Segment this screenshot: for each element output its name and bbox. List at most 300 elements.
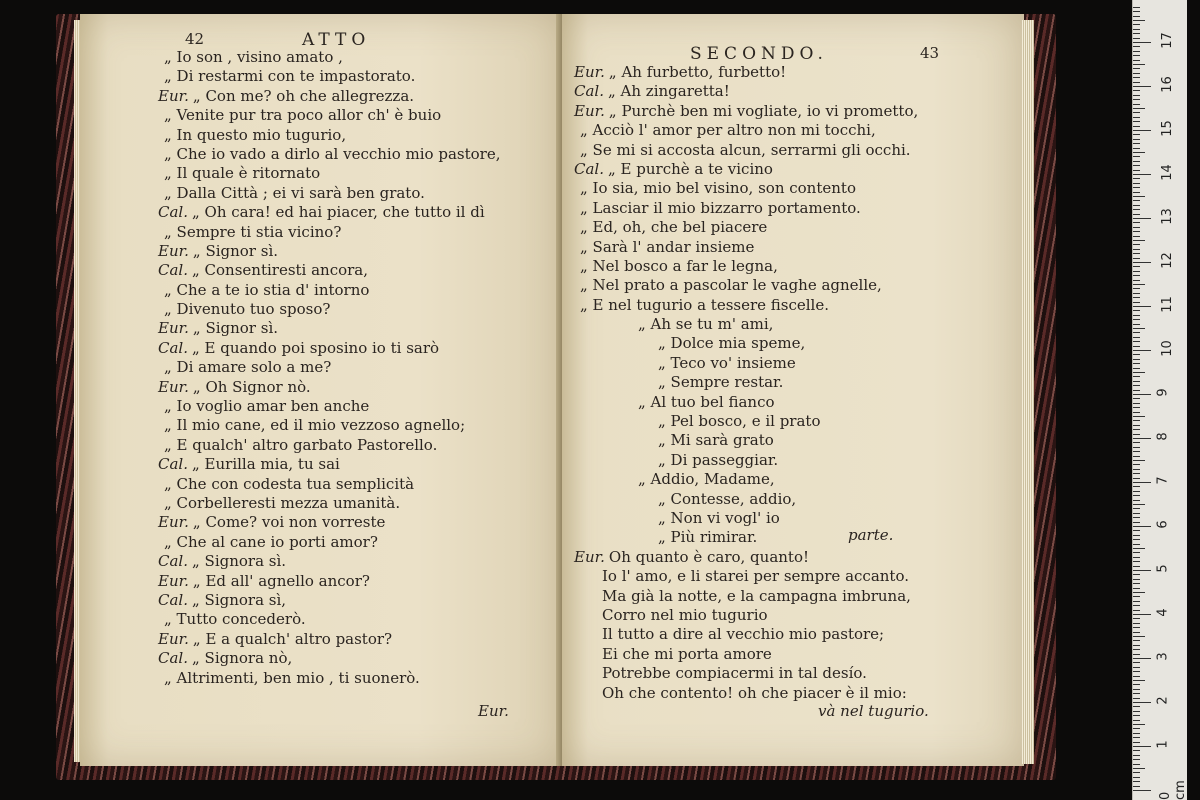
ruler-tick: [1133, 442, 1140, 443]
ruler-tick: [1133, 275, 1140, 276]
ruler-label: 11: [1159, 296, 1175, 313]
text-line: [574, 276, 918, 295]
ruler-label: 7: [1155, 476, 1171, 485]
ruler-tick: [1133, 82, 1140, 83]
ruler-tick: [1133, 192, 1140, 193]
right-running-header: SECONDO.: [690, 44, 828, 64]
ruler-tick: [1133, 77, 1140, 78]
line-text: „ Ah furbetto, furbetto!: [608, 63, 787, 81]
ruler-tick: [1133, 539, 1140, 540]
line-text: „ Venite pur tra poco allor ch' è buio: [164, 106, 442, 125]
line-text: „ Acciò l' amor per altro non mi tocchi,: [580, 121, 876, 140]
ruler-tick: [1133, 658, 1151, 659]
ruler-tick: [1133, 38, 1140, 39]
text-line: [158, 164, 500, 183]
ruler-tick: [1133, 486, 1140, 487]
text-line: [574, 393, 918, 412]
ruler-tick: [1133, 218, 1151, 219]
ruler-tick: [1133, 755, 1140, 756]
text-line: [158, 126, 500, 145]
text-line: [158, 649, 500, 668]
left-page-text: [158, 48, 500, 688]
speaker-label: Cal.: [158, 455, 188, 474]
ruler-tick: [1133, 156, 1140, 157]
ruler-tick: [1133, 412, 1140, 413]
ruler-tick: [1133, 11, 1140, 12]
ruler-tick: [1133, 574, 1140, 575]
ruler-tick: [1133, 500, 1140, 501]
ruler-tick: [1133, 456, 1140, 457]
ruler-tick: [1133, 667, 1140, 668]
text-line: [574, 315, 918, 334]
ruler-tick: [1133, 676, 1140, 677]
line-text: Potrebbe compiacermi in tal desío.: [602, 664, 867, 683]
ruler-tick: [1133, 605, 1140, 606]
ruler-tick: [1133, 478, 1140, 479]
text-line: [158, 533, 500, 552]
ruler-tick: [1133, 46, 1140, 47]
ruler-tick: [1133, 618, 1140, 619]
ruler-tick: [1133, 130, 1151, 131]
ruler-tick: [1133, 706, 1140, 707]
speaker-label: Eur.: [158, 86, 189, 105]
text-line: [158, 669, 500, 688]
line-text: „ Divenuto tuo sposo?: [164, 300, 331, 319]
ruler-tick: [1133, 148, 1140, 149]
ruler-tick: [1133, 253, 1140, 254]
ruler-tick: [1133, 293, 1140, 294]
right-page-number: 43: [920, 44, 940, 62]
line-text: „ Che io vado a dirlo al vecchio mio pastore,: [164, 144, 501, 163]
line-text: „ Ed, oh, che bel piacere: [580, 218, 768, 237]
ruler-tick: [1133, 112, 1140, 113]
ruler-tick: [1133, 429, 1140, 430]
speaker-label: Cal.: [158, 203, 188, 222]
text-line: [574, 141, 918, 160]
line-text: Ei che mi porta amore: [602, 644, 772, 663]
ruler-tick: [1133, 645, 1140, 646]
text-line: [574, 412, 918, 431]
ruler-tick: [1133, 689, 1140, 690]
speaker-label: Eur.: [158, 377, 189, 396]
ruler-tick: [1133, 24, 1140, 25]
ruler-label: 15: [1159, 120, 1175, 137]
text-line: [574, 490, 918, 509]
ruler-tick: [1133, 627, 1140, 628]
ruler-tick: [1133, 205, 1140, 206]
ruler-tick: [1133, 728, 1140, 729]
ruler-tick: [1133, 601, 1140, 602]
ruler-tick: [1133, 750, 1140, 751]
speaker-label: Cal.: [158, 649, 188, 668]
ruler-tick: [1133, 592, 1145, 593]
ruler-tick: [1133, 33, 1140, 34]
ruler-tick: [1133, 385, 1140, 386]
ruler-tick: [1133, 310, 1140, 311]
text-line: [158, 610, 500, 629]
ruler-tick: [1133, 337, 1140, 338]
ruler-tick: [1133, 548, 1145, 549]
ruler-label: 9: [1155, 388, 1171, 397]
text-line: [574, 354, 918, 373]
ruler-tick: [1133, 671, 1140, 672]
ruler-tick: [1133, 513, 1140, 514]
ruler-label: 16: [1159, 76, 1175, 93]
ruler-tick: [1133, 121, 1140, 122]
speaker-label: Eur.: [158, 571, 189, 590]
ruler-tick: [1133, 460, 1145, 461]
ruler-label: 2: [1155, 696, 1171, 705]
ruler-label: 10: [1159, 340, 1175, 357]
ruler-tick: [1133, 178, 1140, 179]
ruler-tick: [1133, 777, 1140, 778]
ruler-tick: [1133, 200, 1140, 201]
text-line: [158, 261, 500, 280]
ruler-tick: [1133, 447, 1140, 448]
ruler-tick: [1133, 614, 1151, 615]
ruler-tick: [1133, 495, 1140, 496]
line-text: „ Che a te io stia d' intorno: [164, 280, 370, 299]
text-line: [158, 416, 500, 435]
ruler-tick: [1133, 306, 1151, 307]
ruler-tick: [1133, 341, 1140, 342]
text-line: [574, 199, 918, 218]
ruler-tick: [1133, 737, 1140, 738]
ruler-tick: [1133, 742, 1140, 743]
ruler-tick: [1133, 60, 1140, 61]
line-text: „ Più rimirar.: [658, 528, 758, 547]
text-line: [158, 513, 500, 532]
speaker-label: Eur.: [158, 513, 189, 532]
ruler-tick: [1133, 187, 1140, 188]
ruler-tick: [1133, 526, 1151, 527]
ruler-tick: [1133, 517, 1140, 518]
ruler-tick: [1133, 104, 1140, 105]
ruler-tick: [1133, 134, 1140, 135]
line-text: „ Consentiresti ancora,: [192, 261, 369, 280]
ruler-tick: [1133, 372, 1145, 373]
text-line: [158, 67, 500, 86]
line-text: „ Che con codesta tua semplicità: [164, 474, 415, 493]
ruler-tick: [1133, 764, 1140, 765]
text-line: [158, 223, 500, 242]
ruler-tick: [1133, 416, 1145, 417]
ruler-tick: [1133, 231, 1140, 232]
ruler-label: 1: [1155, 740, 1171, 749]
line-text: Io l' amo, e li starei per sempre accanto.: [602, 567, 909, 586]
text-line: [158, 572, 500, 591]
speaker-label: Cal.: [158, 261, 188, 280]
ruler-label: 14: [1159, 164, 1175, 181]
line-text: „ Io voglio amar ben anche: [164, 397, 370, 416]
page-edges-right: [1022, 20, 1034, 764]
text-line: [574, 238, 918, 257]
text-line: [158, 203, 500, 222]
ruler-label: 6: [1155, 520, 1171, 529]
line-text: „ Contesse, addio,: [658, 489, 797, 508]
text-line: [158, 552, 500, 571]
text-line: [158, 358, 500, 377]
ruler-tick: [1133, 236, 1140, 237]
line-text: „ Mi sarà grato: [658, 431, 774, 450]
text-line: [158, 281, 500, 300]
line-text: „ Sarà l' andar insieme: [580, 237, 755, 256]
ruler-tick: [1133, 258, 1140, 259]
ruler-tick: [1133, 64, 1145, 65]
ruler-tick: [1133, 359, 1140, 360]
ruler-tick: [1133, 108, 1145, 109]
ruler-tick: [1133, 746, 1151, 747]
ruler-label: 0 cm: [1158, 780, 1188, 800]
text-line: [158, 145, 500, 164]
line-text: „ Ah zingaretta!: [608, 82, 730, 101]
ruler-tick: [1133, 143, 1140, 144]
ruler-tick: [1133, 55, 1140, 56]
line-text: Il tutto a dire al vecchio mio pastore;: [602, 625, 885, 644]
ruler-tick: [1133, 266, 1140, 267]
line-text: „ Con me? oh che allegrezza.: [192, 86, 415, 105]
ruler-tick: [1133, 346, 1140, 347]
line-text: „ Io son , visino amato ,: [164, 48, 343, 66]
ruler-tick: [1133, 165, 1140, 166]
speaker-label: Cal.: [574, 82, 604, 101]
ruler-tick: [1133, 610, 1140, 611]
measurement-ruler: [1132, 0, 1187, 800]
line-text: „ Oh cara! ed hai piacer, che tutto il dì: [192, 203, 485, 222]
text-line: [574, 664, 918, 683]
ruler-tick: [1133, 469, 1140, 470]
speaker-label: Eur.: [158, 629, 189, 648]
ruler-tick: [1133, 482, 1151, 483]
line-text: „ Teco vo' insieme: [658, 353, 796, 372]
text-line: [574, 102, 918, 121]
text-line: [158, 319, 500, 338]
ruler-tick: [1133, 451, 1140, 452]
line-text: „ Il quale è ritornato: [164, 164, 321, 183]
text-line: [574, 82, 918, 101]
line-text: „ Io sia, mio bel visino, son contento: [580, 179, 856, 198]
text-line: [574, 160, 918, 179]
ruler-tick: [1133, 583, 1140, 584]
ruler-tick: [1133, 693, 1140, 694]
ruler-tick: [1133, 244, 1140, 245]
stage-direction-tugurio: và nel tugurio.: [818, 702, 929, 720]
line-text: Corro nel mio tugurio: [602, 605, 768, 624]
line-text: „ Signor sì.: [192, 241, 279, 260]
text-line: [574, 334, 918, 353]
text-line: [574, 587, 918, 606]
line-text: „ In questo mio tugurio,: [164, 125, 347, 144]
ruler-tick: [1133, 394, 1151, 395]
ruler-tick: [1133, 7, 1140, 8]
speaker-label: Eur.: [574, 63, 605, 81]
speaker-label: Cal.: [158, 552, 188, 571]
line-text: „ E nel tugurio a tessere fiscelle.: [580, 295, 830, 314]
line-text: „ E quando poi sposino io ti sarò: [192, 338, 440, 357]
ruler-tick: [1133, 522, 1140, 523]
text-line: [158, 591, 500, 610]
ruler-label: 3: [1155, 652, 1171, 661]
line-text: „ E purchè a te vicino: [608, 159, 773, 178]
ruler-tick: [1133, 508, 1140, 509]
ruler-tick: [1133, 588, 1140, 589]
text-line: [158, 87, 500, 106]
ruler-tick: [1133, 768, 1145, 769]
ruler-tick: [1133, 222, 1140, 223]
line-text: „ Ah se tu m' ami,: [638, 315, 774, 334]
text-line: [158, 242, 500, 261]
ruler-tick: [1133, 214, 1140, 215]
line-text: „ Di passeggiar.: [658, 450, 779, 469]
line-text: „ Di restarmi con te impastorato.: [164, 67, 416, 86]
ruler-tick: [1133, 152, 1145, 153]
line-text: „ Corbelleresti mezza umanità.: [164, 493, 401, 512]
ruler-tick: [1133, 350, 1151, 351]
line-text: „ E qualch' altro garbato Pastorello.: [164, 435, 438, 454]
ruler-tick: [1133, 302, 1140, 303]
text-line: [574, 645, 918, 664]
ruler-tick: [1133, 464, 1140, 465]
text-line: [574, 606, 918, 625]
text-line: [158, 494, 500, 513]
speaker-label: Eur.: [574, 547, 605, 566]
text-line: [574, 684, 918, 703]
line-text: „ Al tuo bel fianco: [638, 392, 775, 411]
speaker-label: Eur.: [158, 319, 189, 338]
right-page-text: [574, 63, 918, 703]
ruler-tick: [1133, 249, 1140, 250]
text-line: [158, 475, 500, 494]
ruler-tick: [1133, 684, 1140, 685]
ruler-tick: [1133, 566, 1140, 567]
ruler-tick: [1133, 20, 1145, 21]
ruler-tick: [1133, 86, 1151, 87]
ruler-tick: [1133, 271, 1140, 272]
text-line: [574, 121, 918, 140]
line-text: „ Sempre restar.: [658, 373, 784, 392]
ruler-tick: [1133, 407, 1140, 408]
ruler-tick: [1133, 790, 1151, 791]
ruler-tick: [1133, 434, 1140, 435]
ruler-tick: [1133, 473, 1140, 474]
ruler-tick: [1133, 363, 1140, 364]
text-line: [574, 63, 918, 82]
ruler-tick: [1133, 438, 1151, 439]
ruler-tick: [1133, 530, 1140, 531]
line-text: „ Di amare solo a me?: [164, 358, 332, 377]
ruler-tick: [1133, 711, 1140, 712]
ruler-tick: [1133, 640, 1140, 641]
text-line: [158, 48, 500, 67]
line-text: „ Oh Signor nò.: [192, 377, 311, 396]
ruler-label: 12: [1159, 252, 1175, 269]
ruler-tick: [1133, 398, 1140, 399]
ruler-tick: [1133, 126, 1140, 127]
line-text: Oh che contento! oh che piacer è il mio:: [602, 683, 907, 702]
line-text: „ E a qualch' altro pastor?: [192, 629, 393, 648]
ruler-tick: [1133, 632, 1140, 633]
ruler-tick: [1133, 297, 1140, 298]
line-text: „ Tutto concederò.: [164, 610, 306, 629]
line-text: „ Purchè ben mi vogliate, io vi prometto,: [608, 101, 919, 120]
speaker-label: Cal.: [158, 338, 188, 357]
ruler-tick: [1133, 698, 1140, 699]
ruler-tick: [1133, 623, 1140, 624]
ruler-tick: [1133, 319, 1140, 320]
ruler-tick: [1133, 328, 1145, 329]
text-line: [574, 431, 918, 450]
ruler-tick: [1133, 288, 1140, 289]
ruler-tick: [1133, 390, 1140, 391]
ruler-tick: [1133, 680, 1145, 681]
ruler-tick: [1133, 174, 1151, 175]
ruler-tick: [1133, 772, 1140, 773]
ruler-tick: [1133, 90, 1140, 91]
line-text: „ Come? voi non vorreste: [192, 513, 386, 532]
ruler-tick: [1133, 227, 1140, 228]
ruler-tick: [1133, 579, 1140, 580]
ruler-tick: [1133, 759, 1140, 760]
ruler-tick: [1133, 209, 1140, 210]
speaker-label: Cal.: [574, 159, 604, 178]
line-text: „ Lasciar il mio bizzarro portamento.: [580, 198, 861, 217]
text-line: [158, 300, 500, 319]
text-line: [158, 630, 500, 649]
line-text: „ Che al cane io porti amor?: [164, 532, 378, 551]
stage-direction-parte: parte.: [848, 526, 894, 544]
ruler-tick: [1133, 504, 1145, 505]
ruler-tick: [1133, 720, 1140, 721]
ruler-label: 8: [1155, 432, 1171, 441]
ruler-label: 5: [1155, 564, 1171, 573]
text-line: [574, 625, 918, 644]
ruler-tick: [1133, 51, 1140, 52]
text-line: [574, 470, 918, 489]
line-text: „ Eurilla mia, tu sai: [192, 455, 340, 474]
line-text: „ Signora nò,: [192, 649, 293, 668]
text-line: [158, 378, 500, 397]
ruler-label: 13: [1159, 208, 1175, 225]
ruler-tick: [1133, 381, 1140, 382]
text-line: [158, 436, 500, 455]
line-text: „ Altrimenti, ben mio , ti suonerò.: [164, 668, 420, 687]
text-line: [574, 548, 918, 567]
left-running-header: ATTO: [302, 30, 371, 50]
text-line: [574, 257, 918, 276]
line-text: „ Signora sì,: [192, 590, 287, 609]
ruler-label: 4: [1155, 608, 1171, 617]
ruler-tick: [1133, 16, 1140, 17]
ruler-tick: [1133, 332, 1140, 333]
ruler-tick: [1133, 535, 1140, 536]
ruler-tick: [1133, 649, 1140, 650]
ruler-tick: [1133, 280, 1140, 281]
ruler-tick: [1133, 240, 1145, 241]
speaker-label: Eur.: [158, 241, 189, 260]
ruler-tick: [1133, 376, 1140, 377]
ruler-tick: [1133, 552, 1140, 553]
text-line: [574, 567, 918, 586]
ruler-tick: [1133, 786, 1140, 787]
ruler-tick: [1133, 557, 1140, 558]
ruler-tick: [1133, 702, 1151, 703]
ruler-tick: [1133, 715, 1140, 716]
speaker-label: Eur.: [574, 101, 605, 120]
ruler-tick: [1133, 161, 1140, 162]
text-line: [158, 339, 500, 358]
ruler-tick: [1133, 403, 1140, 404]
text-line: [574, 179, 918, 198]
